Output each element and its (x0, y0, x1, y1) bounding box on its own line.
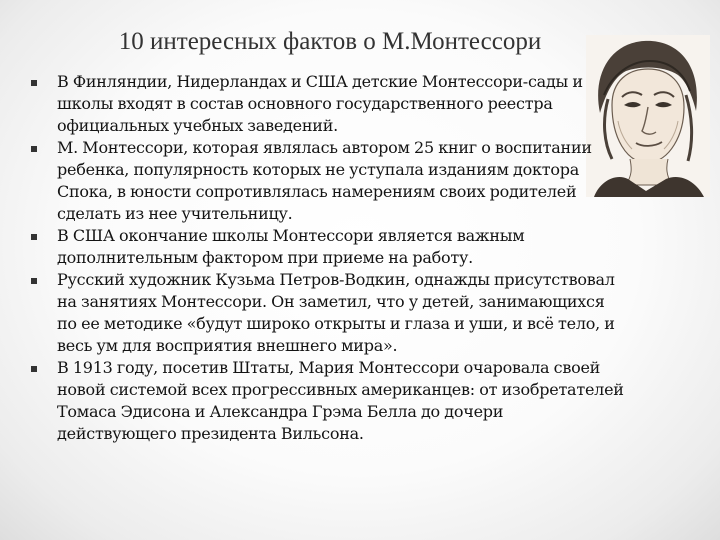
bullet-text: М. Монтессори, которая являлась автором 25 книг о воспитании ребенка, популярность которых не уступала изданиям доктора Спока, в юности сопротивлялась намерениям своих родителей сделать из нее учительницу. (57, 138, 592, 223)
bullet-marker (31, 366, 37, 372)
slide-title: 10 интересных фактов о М.Монтессори (118, 28, 542, 55)
bullet-marker (31, 234, 37, 240)
bullet-text: Русский художник Кузьма Петров-Водкин, однажды присутствовал на занятиях Монтессори. Он заметил, что у детей, занимающихся по ее методике «будут широко открыты и глаза и уши, и всё тело, и весь ум для восприятия внешнего мира». (57, 270, 615, 355)
bullet-text: В Финляндии, Нидерландах и США детские Монтессори-сады и школы входят в состав основного государственного реестра официальных учебных заведений. (57, 72, 583, 135)
bullet-marker (31, 146, 37, 152)
bullet-text: В США окончание школы Монтессори является важным дополнительным фактором при приеме на работу. (57, 226, 525, 267)
bullet-marker (31, 80, 37, 86)
list-item (25, 269, 625, 357)
list-item (25, 225, 625, 269)
bullet-list (25, 71, 625, 445)
list-item (25, 71, 625, 137)
list-item (25, 137, 625, 225)
bullet-marker (31, 278, 37, 284)
bullet-text: В 1913 году, посетив Штаты, Мария Монтессори очаровала своей новой системой всех прогрессивных американцев: от изобретателей Томаса Эдисона и Александра Грэма Белла до дочери действующего президента Вильсона. (57, 358, 624, 443)
list-item (25, 357, 625, 445)
